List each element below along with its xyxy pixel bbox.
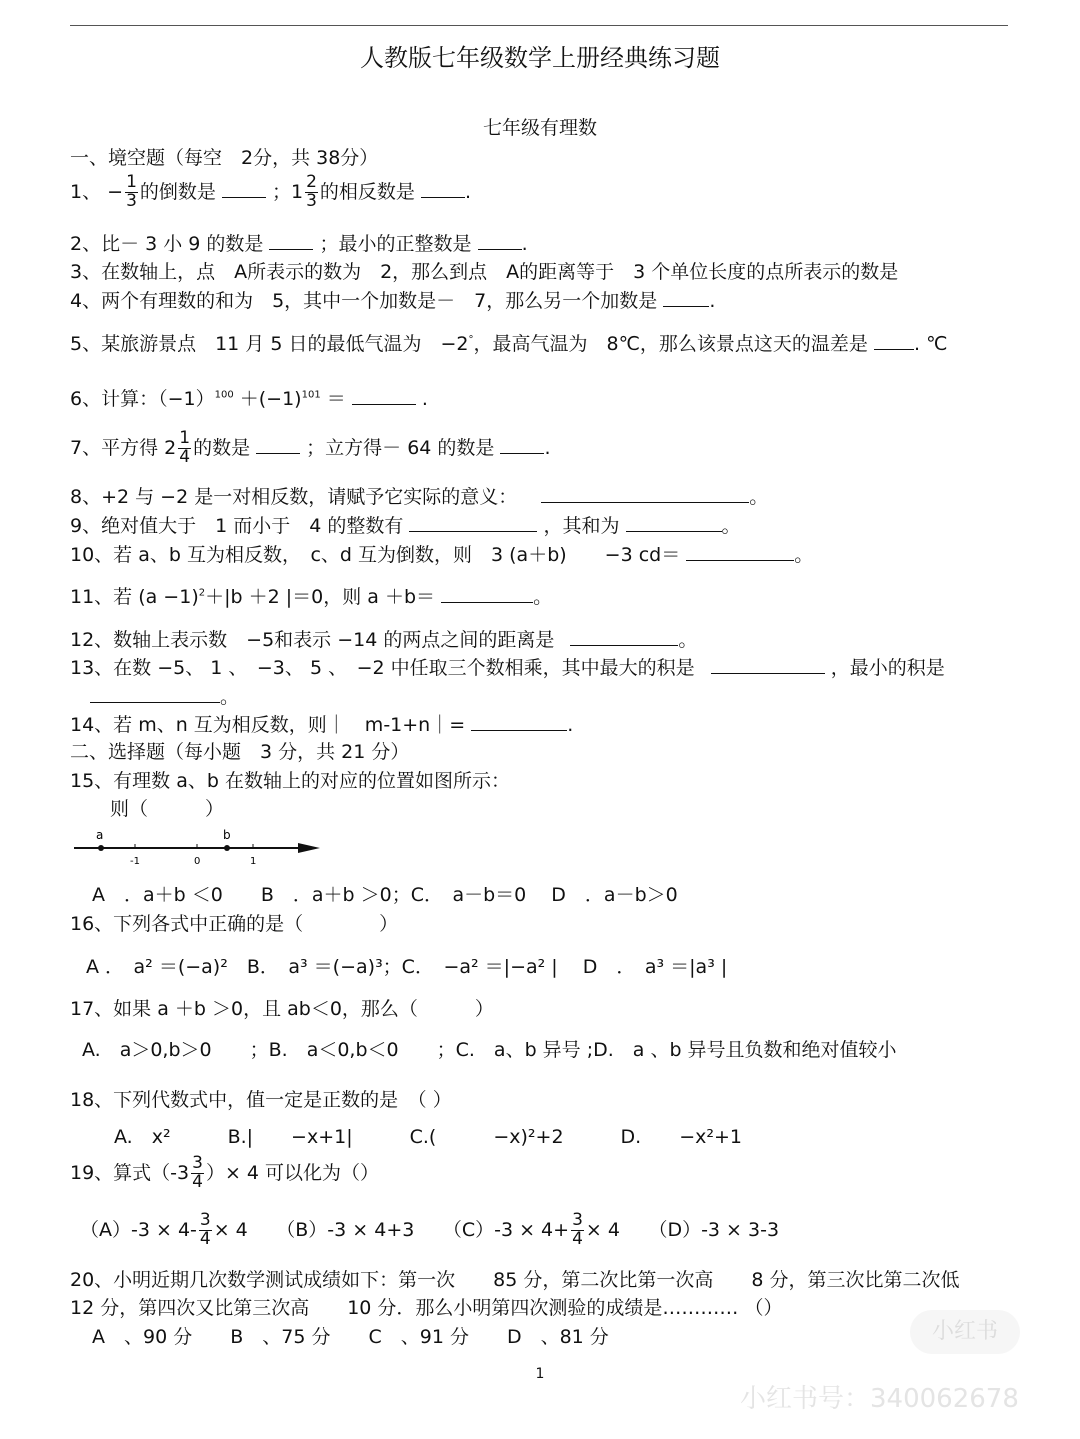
answer-blank[interactable] <box>541 486 749 503</box>
question-3: 3、在数轴上，点 A所表示的数为 2，那么到点 A的距离等于 3 个单位长度的点所表示的数是 <box>70 261 899 283</box>
section-heading-1: 一、境空题（每空 2分，共 38分） <box>70 147 379 169</box>
question-17-options: A. a＞0,b＞0 ；B. a＜0,b＜0 ；C. a、b 异号 ;D. a 、b 异号且负数和绝对值较小 <box>82 1039 897 1061</box>
question-19-options: （A）-3 × 4- $\frac{3}{4}$ × 4 （B）-3 × 4+3 （C）-3 × 4+ $\frac{3}{4}$ × 4 （D）-3 × 3-3 <box>80 1210 780 1249</box>
label-b: b <box>223 828 231 842</box>
answer-blank[interactable] <box>663 290 709 307</box>
question-15-prompt: 则（ ） <box>110 798 225 820</box>
question-14: 14、若 m、n 互为相反数，则｜ m-1+n｜= . <box>70 714 574 736</box>
question-15-options: A ．a＋b ＜0 B ．a＋b ＞0；C． a－b＝0 D ．a－b＞0 <box>92 884 678 906</box>
answer-blank[interactable] <box>570 629 678 646</box>
answer-blank[interactable] <box>421 181 465 198</box>
question-19: 19、算式（-3 $\frac{3}{4}$ ）× 4 可以化为（） <box>70 1153 380 1192</box>
page-subtitle: 七年级有理数 <box>482 117 597 139</box>
page-title: 人教版七年级数学上册经典练习题 <box>360 44 720 72</box>
fraction: $\frac{1}{3}$ <box>126 172 137 211</box>
answer-blank[interactable] <box>441 586 533 603</box>
question-20-options: A 、90 分 B 、75 分 C 、91 分 D 、81 分 <box>92 1326 609 1348</box>
answer-blank[interactable] <box>352 388 416 405</box>
fraction: $\frac{1}{4}$ <box>179 428 191 467</box>
top-rule <box>70 25 1008 26</box>
question-7: 7、平方得 2 $\frac{1}{4}$ 的数是 ；立方得－ 64 的数是 . <box>70 428 551 467</box>
answer-blank[interactable] <box>626 515 722 532</box>
question-16-options: A ． a² ＝(−a)² B． a³ ＝(−a)³；C． −a² ＝|−a² | D ． a³ ＝|a³ | <box>86 956 728 978</box>
question-6: 6、计算：$(-1)^{100} +(-1)^{101}$ ＝ . <box>70 388 428 410</box>
question-20: 20、小明近期几次数学测试成绩如下：第一次 85 分，第二次比第一次高 8 分，第三次比第二次低 <box>70 1269 960 1291</box>
answer-blank[interactable] <box>711 657 825 674</box>
question-10: 10、若 a、b 互为相反数， c、d 互为倒数，则 3 (a＋b) −3 cd＝ 。 <box>70 544 814 566</box>
answer-blank[interactable] <box>686 544 794 561</box>
fraction: $\frac{3}{4}$ <box>199 1210 211 1249</box>
question-12: 12、数轴上表示数 −5和表示 −14 的两点之间的距离是 。 <box>70 629 698 651</box>
question-8: 8、+2 与 −2 是一对相反数，请赋予它实际的意义： 。 <box>70 486 769 508</box>
answer-blank[interactable] <box>471 714 567 731</box>
point-b <box>224 845 230 851</box>
question-11: 11、若 $(a -1)^2+|b +2$ |＝0，则 a ＋b＝ 。 <box>70 586 553 608</box>
page-number: 1 <box>535 1366 545 1382</box>
xiaohongshu-logo: 小红书 <box>910 1310 1020 1354</box>
question-18-options: A. x² B.| −x+1| C.( −x)²+2 D. −x²+1 <box>114 1126 742 1148</box>
tick-label-minus-1: -1 <box>130 856 140 867</box>
question-9: 9、绝对值大于 1 而小于 4 的整数有 ，其和为 。 <box>70 515 741 537</box>
answer-blank[interactable] <box>222 181 266 198</box>
tick-label-0: 0 <box>194 856 201 867</box>
question-18: 18、下列代数式中，值一定是正数的是 （ ） <box>70 1089 452 1111</box>
number-line-figure <box>70 825 330 870</box>
question-17: 17、如果 a ＋b ＞0，且 ab＜0，那么（ ） <box>70 998 494 1020</box>
question-13-continuation: 。 <box>70 682 239 709</box>
question-2: 2、比－ 3 小 9 的数是 ；最小的正整数是 . <box>70 233 528 255</box>
answer-blank[interactable] <box>256 437 300 454</box>
answer-blank[interactable] <box>269 233 313 250</box>
watermark: 小红书号：340062678 <box>740 1384 1019 1414</box>
label-a: a <box>96 828 104 842</box>
question-20-line-2: 12 分，第四次又比第三次高 10 分．那么小明第四次测验的成绩是………… （） <box>70 1297 783 1319</box>
answer-blank[interactable] <box>409 515 537 532</box>
answer-blank[interactable] <box>478 233 522 250</box>
answer-blank[interactable] <box>500 437 544 454</box>
section-heading-2: 二、选择题（每小题 3 分，共 21 分） <box>70 741 410 763</box>
question-4: 4、两个有理数的和为 5，其中一个加数是－ 7，那么另一个加数是 . <box>70 290 716 312</box>
question-16: 16、下列各式中正确的是（ ） <box>70 913 399 935</box>
question-1: 1、 − $\frac{1}{3}$ 的倒数是 ；1 $\frac{2}{3}$ 的相反数是 . <box>70 172 472 211</box>
fraction: $\frac{3}{4}$ <box>192 1153 203 1192</box>
point-a <box>98 845 104 851</box>
answer-blank[interactable] <box>90 686 220 703</box>
tick-label-1: 1 <box>250 856 257 867</box>
question-5: 5、某旅游景点 11 月 5 日的最低气温为 −2°，最高气温为 8℃，那么该景点这天的温差是 . ℃ <box>70 333 948 355</box>
question-15: 15、有理数 a、b 在数轴上的对应的位置如图所示： <box>70 770 510 792</box>
question-13: 13、在数 −5、 1 、 −3、 5 、 −2 中任取三个数相乘，其中最大的积是 ，最小的积是 <box>70 657 945 679</box>
fraction: $\frac{3}{4}$ <box>572 1210 583 1249</box>
answer-blank[interactable] <box>874 333 914 350</box>
fraction: $\frac{2}{3}$ <box>306 172 317 211</box>
number-line-arrow <box>298 843 320 853</box>
